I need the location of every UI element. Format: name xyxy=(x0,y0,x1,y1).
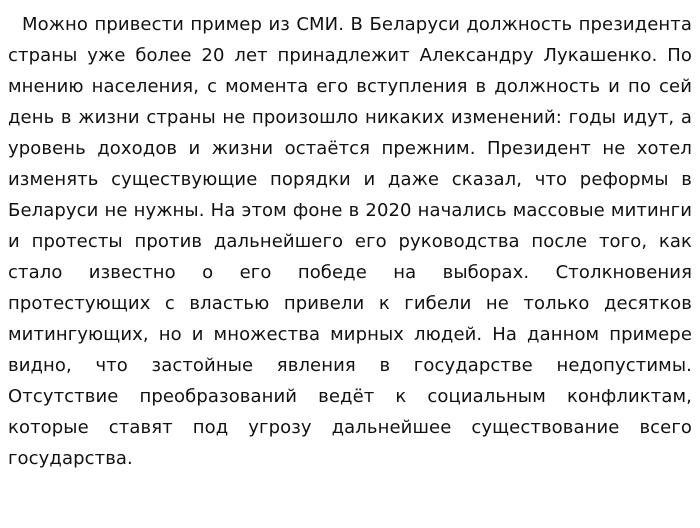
document-page xyxy=(8,9,692,474)
essay-paragraph: Можно привести пример из СМИ. В Беларуси должность президента страны уже более 20 лет принадлежит Александру Лукашенко. По мнению населения, с момента его вступления в должность и по сей день в жизни страны не произошло никаких изменений: годы идут, а уровень доходов и жизни остаётся прежним. Президент не хотел изменять существующие порядки и даже сказал, что реформы в Беларуси не нужны. На этом фоне в 2020 начались массовые митинги и протесты против дальнейшего его руководства после того, как стало известно о его победе на выборах. Столкновения протестующих с властью привели к гибели не только десятков митингующих, но и множества мирных людей. На данном примере видно, что застойные явления в государстве недопустимы. Отсутствие преобразований ведёт к социальным конфликтам, которые ставят под угрозу дальнейшее существование всего государства. xyxy=(8,14,692,469)
